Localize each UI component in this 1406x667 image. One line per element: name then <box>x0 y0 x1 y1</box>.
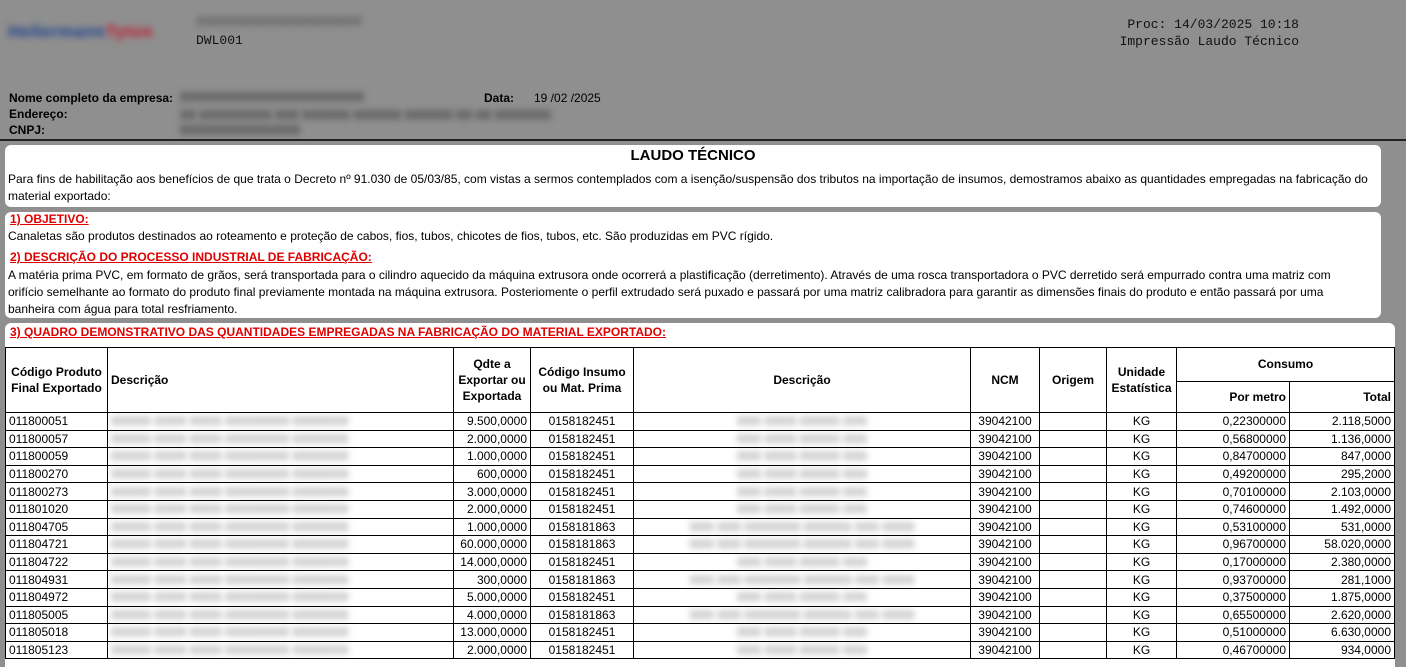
cell-per-meter: 0,96700000 <box>1177 536 1290 554</box>
section-objetivo-text: Canaletas são produtos destinados ao roteamento e proteção de cabos, fios, tubos, chicotes de fios, tubos, etc. São produzidas em PVC rígido. <box>8 229 774 243</box>
cell-per-meter: 0,53100000 <box>1177 518 1290 536</box>
intro-box <box>5 145 1381 207</box>
cell-per-meter: 0,93700000 <box>1177 571 1290 589</box>
cell-origem <box>1040 500 1107 518</box>
cell-description-text: XXXXX XXXX XXXX XXXXXXXX XXXXXXX <box>111 431 349 446</box>
cell-insumo-code: 0158182451 <box>531 430 634 448</box>
table-row <box>6 518 1395 536</box>
proc-timestamp: Proc: 14/03/2025 10:18 <box>1127 17 1299 32</box>
laudo-title: LAUDO TÉCNICO <box>630 147 756 164</box>
cell-insumo-code: 0158182451 <box>531 448 634 466</box>
cell-unit: KG <box>1107 571 1177 589</box>
cell-code: 011804972 <box>6 588 108 606</box>
cell-origem <box>1040 606 1107 624</box>
consumption-table <box>5 347 1395 659</box>
cell-origem <box>1040 641 1107 659</box>
cell-description-text: XXXXX XXXX XXXX XXXXXXXX XXXXXXX <box>111 590 349 605</box>
company-name-label: Nome completo da empresa: <box>9 91 174 105</box>
cell-code: 011800273 <box>6 483 108 501</box>
cell-per-meter: 0,37500000 <box>1177 588 1290 606</box>
cell-insumo-description-text: XXX XXXX XXXXX XXX <box>736 449 868 464</box>
cell-insumo-code: 0158182451 <box>531 588 634 606</box>
system-line: XXXXXXXXXXXXXXXXXXXXXXX <box>196 15 362 29</box>
table-row <box>6 448 1395 466</box>
cell-ncm: 39042100 <box>971 448 1040 466</box>
cell-ncm: 39042100 <box>971 483 1040 501</box>
table-row <box>6 413 1395 431</box>
cell-per-meter: 0,56800000 <box>1177 430 1290 448</box>
cell-ncm: 39042100 <box>971 430 1040 448</box>
section-processo-title: 2) DESCRIÇÃO DO PROCESSO INDUSTRIAL DE FABRICAÇÃO: <box>10 250 372 264</box>
cell-insumo-code: 0158182451 <box>531 500 634 518</box>
cell-description <box>108 448 454 466</box>
header-descricao-insumo: Descrição <box>634 348 971 413</box>
cell-unit: KG <box>1107 413 1177 431</box>
cell-ncm: 39042100 <box>971 571 1040 589</box>
cell-insumo-description <box>634 606 971 624</box>
cell-quantity: 5.000,0000 <box>454 588 531 606</box>
cell-origem <box>1040 553 1107 571</box>
cnpj-value: XXXXXXXXXXXXXXX <box>180 123 301 137</box>
cell-unit: KG <box>1107 536 1177 554</box>
cell-code: 011805123 <box>6 641 108 659</box>
cell-total: 281,1000 <box>1290 571 1395 589</box>
cell-insumo-code: 0158182451 <box>531 624 634 642</box>
cell-description <box>108 553 454 571</box>
logo-text-part2: Tyton <box>105 22 154 41</box>
cell-quantity: 9.500,0000 <box>454 413 531 431</box>
cell-quantity: 3.000,0000 <box>454 483 531 501</box>
address-value: XX XXXXXXXXX XXX XXXXXX XXXXXX XXXXXX XX XX XXXXXXX <box>180 108 551 122</box>
cell-unit: KG <box>1107 430 1177 448</box>
cell-code: 011804705 <box>6 518 108 536</box>
cell-description-text: XXXXX XXXX XXXX XXXXXXXX XXXXXXX <box>111 607 349 622</box>
cell-total: 2.103,0000 <box>1290 483 1395 501</box>
table-row <box>6 641 1395 659</box>
date-value: 19 /02 /2025 <box>534 91 601 105</box>
cell-description <box>108 588 454 606</box>
cell-description <box>108 430 454 448</box>
table-row <box>6 624 1395 642</box>
cell-unit: KG <box>1107 588 1177 606</box>
header-divider <box>0 139 1406 141</box>
company-name-value: XXXXXXXXXXXXXXXXXXXXXXX <box>180 90 365 104</box>
table-row <box>6 500 1395 518</box>
cell-insumo-description-text: XXX XXX XXXXXXX XXXXXX XXX XXXX <box>689 572 915 587</box>
cell-origem <box>1040 571 1107 589</box>
table-row <box>6 465 1395 483</box>
cell-insumo-description <box>634 483 971 501</box>
company-logo <box>8 22 153 42</box>
cell-insumo-description <box>634 536 971 554</box>
cell-insumo-description <box>634 518 971 536</box>
table-row <box>6 430 1395 448</box>
cell-total: 2.380,0000 <box>1290 553 1395 571</box>
cell-unit: KG <box>1107 483 1177 501</box>
cell-description-text: XXXXX XXXX XXXX XXXXXXXX XXXXXXX <box>111 414 349 429</box>
cell-ncm: 39042100 <box>971 500 1040 518</box>
cell-total: 847,0000 <box>1290 448 1395 466</box>
header-consumo: Consumo <box>1177 348 1395 382</box>
cell-code: 011801020 <box>6 500 108 518</box>
cell-description <box>108 413 454 431</box>
cell-origem <box>1040 413 1107 431</box>
cell-description-text: XXXXX XXXX XXXX XXXXXXXX XXXXXXX <box>111 643 349 658</box>
cell-code: 011800059 <box>6 448 108 466</box>
cell-per-meter: 0,51000000 <box>1177 624 1290 642</box>
cell-insumo-description-text: XXX XXXX XXXXX XXX <box>736 555 868 570</box>
header-total: Total <box>1290 381 1395 412</box>
cell-unit: KG <box>1107 641 1177 659</box>
cell-total: 2.620,0000 <box>1290 606 1395 624</box>
cell-insumo-code: 0158182451 <box>531 413 634 431</box>
cell-unit: KG <box>1107 518 1177 536</box>
cell-insumo-description-text: XXX XXXX XXXXX XXX <box>736 590 868 605</box>
cell-quantity: 1.000,0000 <box>454 518 531 536</box>
header-origem: Origem <box>1040 348 1107 413</box>
cell-ncm: 39042100 <box>971 413 1040 431</box>
cell-ncm: 39042100 <box>971 518 1040 536</box>
cell-code: 011800270 <box>6 465 108 483</box>
section-objetivo-title: 1) OBJETIVO: <box>10 212 89 226</box>
cell-insumo-description-text: XXX XXXX XXXXX XXX <box>736 431 868 446</box>
cell-description-text: XXXXX XXXX XXXX XXXXXXXX XXXXXXX <box>111 537 349 552</box>
cell-insumo-description-text: XXX XXXX XXXXX XXX <box>736 484 868 499</box>
cnpj-label: CNPJ: <box>9 123 46 137</box>
cell-ncm: 39042100 <box>971 588 1040 606</box>
cell-quantity: 300,0000 <box>454 571 531 589</box>
section-processo-text: A matéria prima PVC, em formato de grãos, será transportada para o cilindro aquecido da máquina extrusora onde ocorrerá a plastificação (derretimento). Através de uma rosca transportadora o PVC derretido será empurrado contra uma matriz com orifício semelhante ao formato do produto final previamente montada na máquina extrusora. Posteriomente o perfil extrudado será puxado e passará por uma matriz calibradora para garantir as dimensões finais do produto e então passará por uma banheira com água para total resfriamento. <box>8 268 1331 316</box>
cell-insumo-description-text: XXX XXXX XXXXX XXX <box>736 643 868 658</box>
cell-ncm: 39042100 <box>971 641 1040 659</box>
cell-unit: KG <box>1107 465 1177 483</box>
cell-description-text: XXXXX XXXX XXXX XXXXXXXX XXXXXXX <box>111 467 349 482</box>
cell-description-text: XXXXX XXXX XXXX XXXXXXXX XXXXXXX <box>111 572 349 587</box>
cell-total: 58.020,0000 <box>1290 536 1395 554</box>
cell-total: 1.875,0000 <box>1290 588 1395 606</box>
intro-text: Para fins de habilitação aos benefícios de que trata o Decreto nº 91.030 de 05/03/85, com vistas a sermos contemplados com a isenção/suspensão dos tributos na importação de insumos, demostramos abaixo as quantidades empregadas na fabricação do material exportado: <box>8 172 1368 203</box>
cell-insumo-description <box>634 448 971 466</box>
cell-insumo-description-text: XXX XXXX XXXXX XXX <box>736 414 868 429</box>
cell-insumo-description <box>634 413 971 431</box>
cell-total: 1.136,0000 <box>1290 430 1395 448</box>
cell-insumo-code: 0158182451 <box>531 465 634 483</box>
address-label: Endereço: <box>9 107 68 121</box>
cell-insumo-code: 0158181863 <box>531 536 634 554</box>
report-name: Impressão Laudo Técnico <box>1119 34 1299 49</box>
cell-origem <box>1040 536 1107 554</box>
cell-unit: KG <box>1107 448 1177 466</box>
cell-ncm: 39042100 <box>971 553 1040 571</box>
cell-code: 011805005 <box>6 606 108 624</box>
cell-origem <box>1040 448 1107 466</box>
cell-quantity: 2.000,0000 <box>454 500 531 518</box>
report-header <box>0 0 1406 140</box>
cell-description <box>108 483 454 501</box>
cell-ncm: 39042100 <box>971 465 1040 483</box>
cell-code: 011804721 <box>6 536 108 554</box>
header-qtde: Qdte a Exportar ou Exportada <box>454 348 531 413</box>
cell-per-meter: 0,22300000 <box>1177 413 1290 431</box>
cell-quantity: 4.000,0000 <box>454 606 531 624</box>
cell-description <box>108 518 454 536</box>
cell-description <box>108 465 454 483</box>
cell-insumo-description <box>634 465 971 483</box>
cell-total: 531,0000 <box>1290 518 1395 536</box>
cell-description-text: XXXXX XXXX XXXX XXXXXXXX XXXXXXX <box>111 555 349 570</box>
cell-origem <box>1040 483 1107 501</box>
table-row <box>6 606 1395 624</box>
cell-description-text: XXXXX XXXX XXXX XXXXXXXX XXXXXXX <box>111 484 349 499</box>
cell-insumo-description <box>634 553 971 571</box>
cell-per-meter: 0,49200000 <box>1177 465 1290 483</box>
cell-code: 011800051 <box>6 413 108 431</box>
cell-code: 011800057 <box>6 430 108 448</box>
cell-unit: KG <box>1107 500 1177 518</box>
cell-insumo-description <box>634 571 971 589</box>
table-row <box>6 483 1395 501</box>
process-info <box>1120 16 1299 50</box>
cell-insumo-code: 0158182451 <box>531 641 634 659</box>
cell-total: 2.118,5000 <box>1290 413 1395 431</box>
cell-code: 011804722 <box>6 553 108 571</box>
program-code: DWL001 <box>196 33 243 48</box>
cell-per-meter: 0,70100000 <box>1177 483 1290 501</box>
cell-insumo-code: 0158181863 <box>531 571 634 589</box>
header-ncm: NCM <box>971 348 1040 413</box>
cell-quantity: 60.000,0000 <box>454 536 531 554</box>
cell-total: 295,2000 <box>1290 465 1395 483</box>
cell-per-meter: 0,84700000 <box>1177 448 1290 466</box>
cell-origem <box>1040 518 1107 536</box>
cell-insumo-description-text: XXX XXX XXXXXXX XXXXXX XXX XXXX <box>689 607 915 622</box>
table-row <box>6 536 1395 554</box>
cell-insumo-description <box>634 588 971 606</box>
header-unidade: Unidade Estatística <box>1107 348 1177 413</box>
cell-description-text: XXXXX XXXX XXXX XXXXXXXX XXXXXXX <box>111 449 349 464</box>
cell-description <box>108 571 454 589</box>
cell-code: 011805018 <box>6 624 108 642</box>
section-quadro-title: 3) QUADRO DEMONSTRATIVO DAS QUANTIDADES EMPREGADAS NA FABRICAÇÃO DO MATERIAL EXPORTADO: <box>10 325 667 339</box>
cell-insumo-description <box>634 500 971 518</box>
cell-description <box>108 536 454 554</box>
cell-insumo-description-text: XXX XXXX XXXXX XXX <box>736 467 868 482</box>
cell-description <box>108 606 454 624</box>
cell-description-text: XXXXX XXXX XXXX XXXXXXXX XXXXXXX <box>111 519 349 534</box>
cell-per-meter: 0,46700000 <box>1177 641 1290 659</box>
cell-origem <box>1040 430 1107 448</box>
cell-ncm: 39042100 <box>971 624 1040 642</box>
cell-ncm: 39042100 <box>971 606 1040 624</box>
header-descricao: Descrição <box>108 348 454 413</box>
cell-origem <box>1040 624 1107 642</box>
table-row <box>6 553 1395 571</box>
cell-insumo-description <box>634 430 971 448</box>
cell-code: 011804931 <box>6 571 108 589</box>
header-por-metro: Por metro <box>1177 381 1290 412</box>
cell-insumo-description-text: XXX XXX XXXXXXX XXXXXX XXX XXXX <box>689 537 915 552</box>
table-row <box>6 571 1395 589</box>
cell-insumo-code: 0158182451 <box>531 553 634 571</box>
cell-insumo-description <box>634 624 971 642</box>
table-row <box>6 588 1395 606</box>
date-label: Data: <box>484 91 515 105</box>
cell-insumo-code: 0158182451 <box>531 483 634 501</box>
cell-insumo-description <box>634 641 971 659</box>
cell-description-text: XXXXX XXXX XXXX XXXXXXXX XXXXXXX <box>111 625 349 640</box>
cell-ncm: 39042100 <box>971 536 1040 554</box>
cell-description <box>108 500 454 518</box>
sections-box <box>5 212 1381 318</box>
cell-insumo-code: 0158181863 <box>531 606 634 624</box>
cell-insumo-description-text: XXX XXXX XXXXX XXX <box>736 625 868 640</box>
cell-description <box>108 641 454 659</box>
cell-quantity: 1.000,0000 <box>454 448 531 466</box>
header-codigo-final: Código Produto Final Exportado <box>6 348 108 413</box>
cell-insumo-code: 0158181863 <box>531 518 634 536</box>
cell-per-meter: 0,65500000 <box>1177 606 1290 624</box>
cell-total: 934,0000 <box>1290 641 1395 659</box>
cell-insumo-description-text: XXX XXXX XXXXX XXX <box>736 502 868 517</box>
cell-description-text: XXXXX XXXX XXXX XXXXXXXX XXXXXXX <box>111 502 349 517</box>
cell-description <box>108 624 454 642</box>
cell-quantity: 14.000,0000 <box>454 553 531 571</box>
cell-unit: KG <box>1107 624 1177 642</box>
cell-quantity: 2.000,0000 <box>454 641 531 659</box>
cell-per-meter: 0,74600000 <box>1177 500 1290 518</box>
cell-unit: KG <box>1107 606 1177 624</box>
cell-insumo-description-text: XXX XXX XXXXXXX XXXXXX XXX XXXX <box>689 519 915 534</box>
cell-origem <box>1040 588 1107 606</box>
cell-quantity: 13.000,0000 <box>454 624 531 642</box>
cell-quantity: 600,0000 <box>454 465 531 483</box>
cell-total: 1.492,0000 <box>1290 500 1395 518</box>
cell-origem <box>1040 465 1107 483</box>
logo-text-part1: Hellermann <box>8 22 106 41</box>
cell-total: 6.630,0000 <box>1290 624 1395 642</box>
cell-unit: KG <box>1107 553 1177 571</box>
cell-per-meter: 0,17000000 <box>1177 553 1290 571</box>
table-box <box>5 323 1395 667</box>
header-codigo-insumo: Código Insumo ou Mat. Prima <box>531 348 634 413</box>
cell-quantity: 2.000,0000 <box>454 430 531 448</box>
